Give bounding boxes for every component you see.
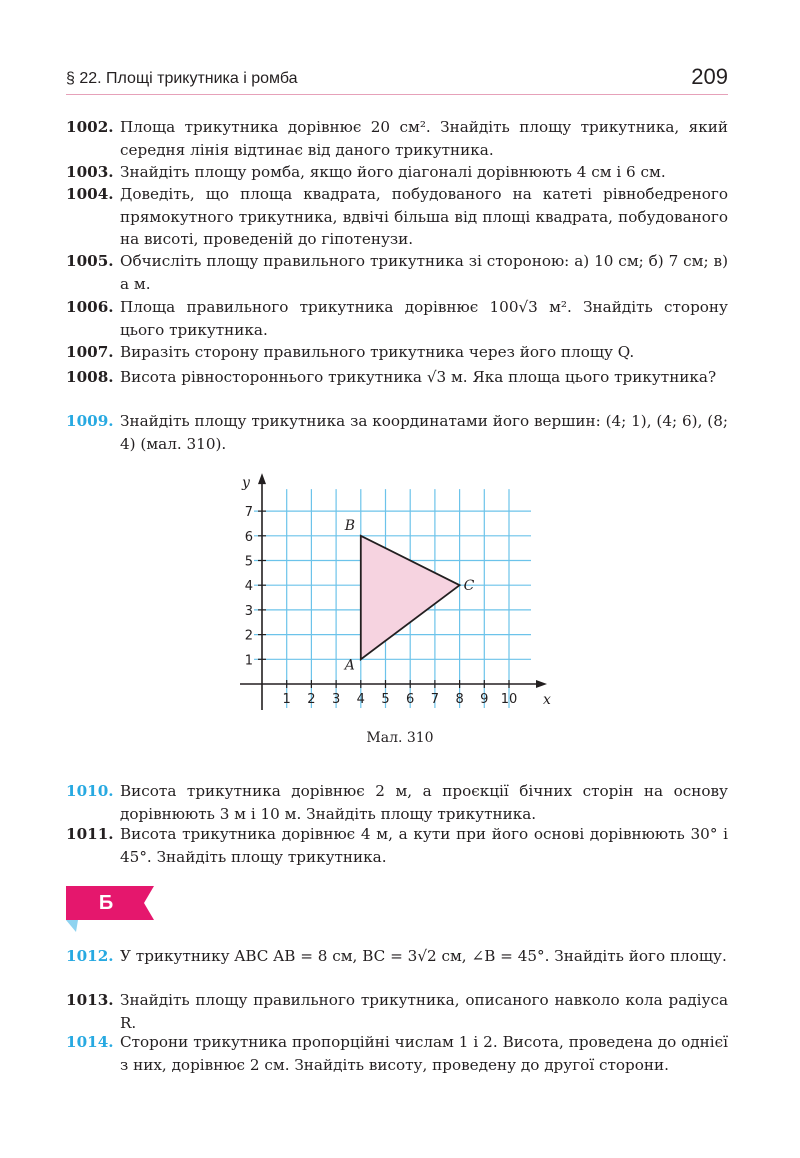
problem-number: 1010. xyxy=(66,782,114,800)
y-tick-label: 5 xyxy=(244,554,253,570)
problem-1009 xyxy=(66,410,728,455)
problem-1010 xyxy=(66,780,728,825)
vertex-label-b: B xyxy=(344,517,356,534)
page-number: 209 xyxy=(691,64,728,89)
problem-text: Доведіть, що площа квадрата, побудованого на катеті рівнобедреного прямокутного трикутника, вдвічі більша від площі квадрата, побудованого на висоті, проведеній до гіпотенузи. xyxy=(120,185,728,248)
problem-number: 1002. xyxy=(66,118,114,136)
problem-number: 1005. xyxy=(66,252,114,270)
problem-1007 xyxy=(66,341,728,364)
y-tick-label: 6 xyxy=(244,529,253,545)
coordinate-plot xyxy=(230,462,560,717)
figure-caption: Мал. 310 xyxy=(366,730,434,746)
y-tick-label: 7 xyxy=(244,505,253,521)
problem-number: 1007. xyxy=(66,343,114,361)
problem-1014 xyxy=(66,1031,728,1076)
problem-1013 xyxy=(66,989,728,1034)
y-axis-label: y xyxy=(242,475,250,492)
problem-1012 xyxy=(66,945,728,968)
problem-text: Висота трикутника дорівнює 4 м, а кути при його основі дорівнюють 30° і 45°. Знайдіть площу трикутника. xyxy=(120,825,728,866)
problem-number: 1009. xyxy=(66,412,114,430)
x-tick-label: 8 xyxy=(455,692,464,707)
problem-text: Сторони трикутника пропорційні числам 1 і 2. Висота, проведена до однієї з них, дорівнює 2 см. Знайдіть висоту, проведену до другої сторони. xyxy=(120,1033,728,1074)
x-tick-label: 9 xyxy=(480,692,489,707)
problem-1002 xyxy=(66,116,728,161)
x-tick-label: 4 xyxy=(356,692,365,707)
x-tick-label: 1 xyxy=(282,692,291,707)
problem-number: 1003. xyxy=(66,163,114,181)
x-tick-label: 7 xyxy=(430,692,440,707)
y-tick-label: 4 xyxy=(244,579,253,595)
figure-310 xyxy=(230,462,560,717)
section-badge xyxy=(66,886,156,934)
problem-1011 xyxy=(66,823,728,868)
vertex-label-a: A xyxy=(344,657,355,674)
problem-text: Висота трикутника дорівнює 2 м, а проєкції бічних сторін на основу дорівнюють 3 м і 10 м. Знайдіть площу трикутника. xyxy=(120,782,728,823)
problem-1005 xyxy=(66,250,728,295)
section-title: § 22. Площі трикутника і ромба xyxy=(66,70,298,87)
problem-number: 1006. xyxy=(66,298,114,316)
problem-text: Знайдіть площу трикутника за координатами його вершин: (4; 1), (4; 6), (8; 4) (мал. 310). xyxy=(120,412,728,453)
problem-text: Висота рівностороннього трикутника √3 м. Яка площа цього трикутника? xyxy=(120,368,717,386)
x-axis-label: x xyxy=(543,692,551,708)
problem-number: 1013. xyxy=(66,991,114,1009)
x-tick-label: 3 xyxy=(331,692,341,707)
problem-1003 xyxy=(66,161,728,184)
problem-text: Знайдіть площу ромба, якщо його діагоналі дорівнюють 4 см і 6 см. xyxy=(120,163,666,181)
problem-text: Площа трикутника дорівнює 20 см². Знайдіть площу трикутника, який середня лінія відтинає від даного трикутника. xyxy=(120,118,728,159)
problem-text: Площа правильного трикутника дорівнює 100√3 м². Знайдіть сторону цього трикутника. xyxy=(120,298,728,339)
problem-1004 xyxy=(66,183,728,251)
x-axis-arrow xyxy=(536,680,547,688)
vertex-label-c: C xyxy=(463,578,475,595)
y-tick-label: 1 xyxy=(244,653,253,669)
y-axis-arrow xyxy=(258,473,266,484)
problem-number: 1011. xyxy=(66,825,114,843)
x-tick-label: 10 xyxy=(500,692,518,707)
y-tick-label: 2 xyxy=(244,628,253,644)
problem-number: 1012. xyxy=(66,947,114,965)
x-tick-label: 5 xyxy=(381,692,390,707)
problem-text: Обчисліть площу правильного трикутника зі стороною: а) 10 см; б) 7 см; в) a м. xyxy=(120,252,728,293)
problem-number: 1014. xyxy=(66,1033,114,1051)
problem-number: 1004. xyxy=(66,185,114,203)
problem-text: Виразіть сторону правильного трикутника через його площу Q. xyxy=(120,343,635,361)
problem-1008 xyxy=(66,366,728,389)
y-tick-label: 3 xyxy=(244,603,253,619)
problem-number: 1008. xyxy=(66,368,114,386)
header-divider xyxy=(66,94,728,95)
section-label: Б xyxy=(98,892,114,914)
x-tick-label: 2 xyxy=(307,692,316,707)
problem-1006 xyxy=(66,296,728,341)
problem-text: Знайдіть площу правильного трикутника, описаного навколо кола радіуса R. xyxy=(120,991,728,1032)
problem-text: У трикутнику ABC AB = 8 см, BC = 3√2 см, ∠B = 45°. Знайдіть його площу. xyxy=(120,947,727,965)
x-tick-label: 6 xyxy=(406,692,415,707)
